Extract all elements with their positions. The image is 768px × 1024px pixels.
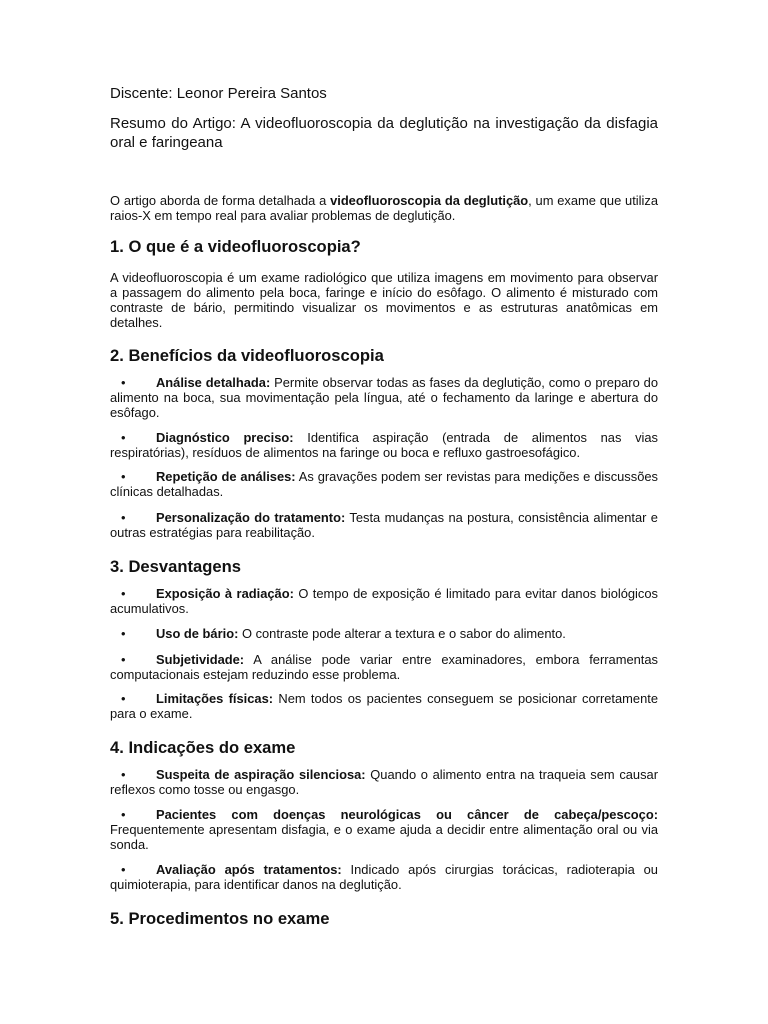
disadvantage-term: Uso de bário: (156, 626, 239, 641)
disadvantage-text: A análise pode variar entre examinadores, embora ferramentas computacionais estejam reduzindo esse problema. (110, 652, 658, 682)
indication-item (110, 807, 658, 852)
bullet-glyph: • (121, 510, 126, 525)
benefit-text: As gravações podem ser revistas para medições e discussões clínicas detalhadas. (110, 469, 658, 499)
disadvantage-term: Exposição à radiação: (156, 586, 294, 601)
indication-item (110, 767, 658, 797)
indication-text: Indicado após cirurgias torácicas, radioterapia ou quimioterapia, para identificar danos na deglutição. (110, 862, 658, 892)
bullet-glyph: • (121, 626, 126, 641)
bullet-glyph: • (121, 807, 126, 822)
disadvantage-text: O contraste pode alterar a textura e o sabor do alimento. (238, 626, 566, 641)
benefit-item (110, 375, 658, 420)
benefit-item (110, 469, 658, 499)
section-heading-5: 5. Procedimentos no exame (110, 909, 330, 928)
bullet-glyph: • (121, 375, 126, 390)
student-name: Discente: Leonor Pereira Santos (110, 85, 327, 102)
disadvantage-text: O tempo de exposição é limitado para evitar danos biológicos acumulativos. (110, 586, 658, 616)
article-subject: Resumo do Artigo: A videofluoroscopia da deglutição na investigação da disfagia oral e faringeana (110, 115, 658, 151)
disadvantage-text: Nem todos os pacientes conseguem se posicionar corretamente para o exame. (110, 691, 658, 721)
indication-term: Avaliação após tratamentos: (156, 862, 342, 877)
benefit-term: Repetição de análises: (156, 469, 296, 484)
benefit-term: Personalização do tratamento: (156, 510, 346, 525)
intro-paragraph (110, 193, 658, 223)
bullet-glyph: • (121, 469, 126, 484)
intro-bold-term: videofluoroscopia da deglutição (330, 193, 529, 208)
benefit-term: Diagnóstico preciso: (156, 430, 294, 445)
indication-term: Pacientes com doenças neurológicas ou câncer de cabeça/pescoço: (156, 807, 658, 822)
indication-text: Frequentemente apresentam disfagia, e o exame ajuda a decidir entre alimentação oral ou via sonda. (110, 822, 658, 852)
disadvantage-term: Limitações físicas: (156, 691, 274, 706)
bullet-glyph: • (121, 691, 126, 706)
benefit-text: Permite observar todas as fases da deglutição, como o preparo do alimento na boca, sua movimentação pela língua, até o fechamento da laringe e abertura do esôfago. (110, 375, 659, 420)
bullet-glyph: • (121, 430, 126, 445)
section-heading-4: 4. Indicações do exame (110, 738, 296, 757)
disadvantage-item (110, 586, 658, 616)
bullet-glyph: • (121, 652, 126, 667)
indication-item (110, 862, 658, 892)
section-heading-3: 3. Desvantagens (110, 557, 241, 576)
bullet-glyph: • (121, 862, 126, 877)
benefit-text: Testa mudanças na postura, consistência alimentar e outras estratégias para reabilitação. (110, 510, 658, 540)
bullet-glyph: • (121, 586, 126, 601)
benefit-item (110, 430, 658, 460)
disadvantage-item (110, 652, 658, 682)
disadvantage-item (110, 691, 658, 721)
section-heading-2: 2. Benefícios da videofluoroscopia (110, 346, 384, 365)
benefit-text: Identifica aspiração (entrada de alimentos nas vias respiratórias), resíduos de alimentos na faringe ou boca e refluxo gastroesofágico. (110, 430, 658, 460)
disadvantage-item (110, 626, 658, 641)
indication-term: Suspeita de aspiração silenciosa: (156, 767, 366, 782)
bullet-glyph: • (121, 767, 126, 782)
indication-text: Quando o alimento entra na traqueia sem causar reflexos como tosse ou engasgo. (110, 767, 659, 797)
benefit-term: Análise detalhada: (156, 375, 271, 390)
intro-text-after: , um exame que utiliza raios-X em tempo real para avaliar problemas de deglutição. (110, 193, 658, 223)
benefit-item (110, 510, 658, 540)
disadvantage-term: Subjetividade: (156, 652, 245, 667)
section-heading-1: 1. O que é a videofluoroscopia? (110, 237, 361, 256)
intro-text-before: O artigo aborda de forma detalhada a (110, 193, 331, 208)
section-1-paragraph: A videofluoroscopia é um exame radiológico que utiliza imagens em movimento para observar a passagem do alimento pela boca, faringe e início do esôfago. O alimento é misturado com contraste de bário, permitindo visualizar os movimentos e as estruturas anatômicas em detalhes. (110, 270, 658, 330)
